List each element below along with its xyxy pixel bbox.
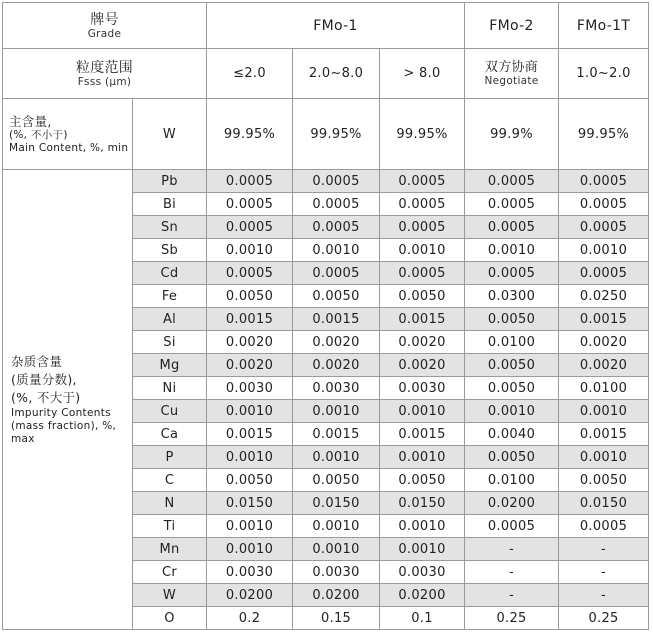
- impurity-value: 0.0005: [465, 515, 559, 538]
- impurity-value: 0.0010: [293, 239, 380, 262]
- impurity-value: 0.0010: [293, 446, 380, 469]
- impurity-value: 0.0005: [559, 216, 649, 239]
- impurity-value: 0.0015: [207, 308, 293, 331]
- impurity-value: 0.0100: [465, 469, 559, 492]
- negotiate-cn: 双方协商: [484, 60, 539, 75]
- impurity-value: 0.15: [293, 607, 380, 630]
- impurity-value: 0.0030: [380, 377, 465, 400]
- main-label-cn: 主含量,: [9, 113, 52, 129]
- impurity-value: 0.0005: [293, 170, 380, 193]
- impurity-value: 0.0010: [207, 400, 293, 423]
- impurity-value: -: [465, 561, 559, 584]
- impurity-value: 0.0250: [559, 285, 649, 308]
- size-negotiate-cell: [465, 49, 559, 99]
- impurity-value: 0.25: [559, 607, 649, 630]
- main-content-label: [3, 99, 133, 170]
- impurity-label-en3: max: [11, 433, 35, 445]
- impurity-value: 0.0020: [207, 354, 293, 377]
- impurity-value: 0.0020: [559, 331, 649, 354]
- impurity-value: 0.0005: [293, 193, 380, 216]
- impurity-value: 0.0010: [207, 239, 293, 262]
- grade-fmo-2: FMo-2: [465, 3, 559, 49]
- impurity-value: 0.0010: [380, 515, 465, 538]
- impurity-value: 0.0150: [559, 492, 649, 515]
- impurity-value: 0.0010: [465, 239, 559, 262]
- impurity-value: 0.1: [380, 607, 465, 630]
- impurity-value: 0.0050: [465, 446, 559, 469]
- element-symbol: Al: [133, 308, 207, 331]
- impurity-value: 0.0030: [207, 561, 293, 584]
- impurity-value: 0.0005: [559, 193, 649, 216]
- impurity-label-en1: Impurity Contents: [11, 407, 111, 419]
- impurity-value: 0.0050: [207, 469, 293, 492]
- element-symbol: Cd: [133, 262, 207, 285]
- impurity-value: 0.0010: [207, 446, 293, 469]
- impurity-value: 0.0200: [465, 492, 559, 515]
- specification-table: [2, 2, 649, 630]
- element-symbol: O: [133, 607, 207, 630]
- grade-fmo-1t: FMo-1T: [559, 3, 649, 49]
- main-value: 99.95%: [559, 99, 649, 170]
- impurity-value: -: [465, 584, 559, 607]
- impurity-label-cn2: (质量分数),: [11, 372, 77, 387]
- impurity-value: 0.0200: [293, 584, 380, 607]
- impurity-value: 0.0050: [380, 285, 465, 308]
- impurity-value: 0.0005: [465, 170, 559, 193]
- size-label-en: Fsss (μm): [77, 75, 132, 88]
- impurity-value: 0.0015: [559, 308, 649, 331]
- impurity-value: 0.0010: [207, 538, 293, 561]
- impurity-value: 0.0050: [380, 469, 465, 492]
- element-symbol: Mn: [133, 538, 207, 561]
- element-symbol: Bi: [133, 193, 207, 216]
- impurity-value: 0.0010: [559, 400, 649, 423]
- impurity-value: 0.0050: [293, 469, 380, 492]
- impurity-value: 0.0005: [559, 262, 649, 285]
- impurity-value: 0.0020: [380, 331, 465, 354]
- impurity-value: 0.0050: [465, 354, 559, 377]
- impurity-value: 0.0200: [380, 584, 465, 607]
- negotiate-en: Negotiate: [484, 75, 539, 87]
- element-symbol: Mg: [133, 354, 207, 377]
- impurity-value: 0.0010: [559, 239, 649, 262]
- impurity-value: 0.25: [465, 607, 559, 630]
- impurity-value: 0.0005: [559, 170, 649, 193]
- element-symbol: Si: [133, 331, 207, 354]
- size-header-cell: [3, 49, 207, 99]
- impurity-value: 0.0050: [293, 285, 380, 308]
- main-element: W: [133, 99, 207, 170]
- element-symbol: C: [133, 469, 207, 492]
- impurity-value: 0.0030: [207, 377, 293, 400]
- impurity-value: 0.0005: [207, 193, 293, 216]
- impurity-value: -: [465, 538, 559, 561]
- impurity-value: 0.0050: [465, 377, 559, 400]
- element-symbol: Fe: [133, 285, 207, 308]
- impurity-value: 0.0015: [293, 423, 380, 446]
- grade-fmo-1: FMo-1: [207, 3, 465, 49]
- size-range-2: 2.0~8.0: [293, 49, 380, 99]
- impurity-value: 0.0030: [380, 561, 465, 584]
- impurity-value: 0.0005: [380, 216, 465, 239]
- main-value: 99.95%: [293, 99, 380, 170]
- impurity-value: 0.0050: [465, 308, 559, 331]
- main-label-en: Main Content, %, min: [9, 141, 129, 154]
- element-symbol: Sb: [133, 239, 207, 262]
- impurity-value: 0.0020: [207, 331, 293, 354]
- impurity-value: 0.0005: [380, 170, 465, 193]
- impurity-value: 0.0050: [207, 285, 293, 308]
- element-symbol: W: [133, 584, 207, 607]
- impurity-row: [3, 170, 649, 193]
- impurity-value: 0.0010: [380, 400, 465, 423]
- impurity-value: 0.0005: [380, 262, 465, 285]
- impurity-label-cn3: (%, 不大于): [11, 390, 81, 405]
- size-label-cn: 粒度范围: [75, 59, 134, 76]
- impurity-value: -: [559, 584, 649, 607]
- impurity-value: 0.0010: [559, 446, 649, 469]
- element-symbol: Cr: [133, 561, 207, 584]
- impurity-value: 0.0005: [559, 515, 649, 538]
- impurity-value: 0.0005: [293, 216, 380, 239]
- impurity-value: 0.0005: [207, 262, 293, 285]
- grade-header-row: [3, 3, 649, 49]
- impurity-value: -: [559, 561, 649, 584]
- impurity-value: 0.0010: [465, 400, 559, 423]
- impurity-value: 0.0150: [380, 492, 465, 515]
- impurity-value: 0.0100: [465, 331, 559, 354]
- element-symbol: Sn: [133, 216, 207, 239]
- element-symbol: Ca: [133, 423, 207, 446]
- grade-label-en: Grade: [87, 27, 122, 40]
- impurity-value: 0.0005: [465, 193, 559, 216]
- impurity-value: 0.0005: [465, 262, 559, 285]
- impurity-value: 0.0010: [293, 538, 380, 561]
- impurity-value: 0.0005: [207, 216, 293, 239]
- impurity-value: 0.0010: [380, 446, 465, 469]
- impurity-value: 0.0010: [380, 538, 465, 561]
- impurity-value: 0.0010: [293, 515, 380, 538]
- grade-header-cell: [3, 3, 207, 49]
- impurity-value: 0.0010: [380, 239, 465, 262]
- grade-label-cn: 牌号: [90, 11, 119, 28]
- main-value: 99.95%: [207, 99, 293, 170]
- impurity-value: 0.0150: [207, 492, 293, 515]
- impurity-value: 0.0015: [207, 423, 293, 446]
- element-symbol: N: [133, 492, 207, 515]
- element-symbol: Ti: [133, 515, 207, 538]
- impurity-value: 0.0005: [293, 262, 380, 285]
- impurity-value: 0.0030: [293, 561, 380, 584]
- impurity-value: 0.0100: [559, 377, 649, 400]
- element-symbol: Pb: [133, 170, 207, 193]
- impurity-value: 0.0015: [380, 423, 465, 446]
- impurity-value: 0.0020: [293, 331, 380, 354]
- impurity-value: 0.0005: [465, 216, 559, 239]
- impurity-value: 0.0200: [207, 584, 293, 607]
- impurity-value: 0.0040: [465, 423, 559, 446]
- size-range-1t: 1.0~2.0: [559, 49, 649, 99]
- main-value: 99.95%: [380, 99, 465, 170]
- impurity-value: 0.0015: [293, 308, 380, 331]
- impurity-value: 0.2: [207, 607, 293, 630]
- impurity-value: 0.0300: [465, 285, 559, 308]
- impurity-value: 0.0050: [559, 469, 649, 492]
- impurity-value: 0.0150: [293, 492, 380, 515]
- main-label-cn2: (%, 不小于): [9, 128, 68, 141]
- element-symbol: P: [133, 446, 207, 469]
- element-symbol: Cu: [133, 400, 207, 423]
- size-range-3: > 8.0: [380, 49, 465, 99]
- size-range-1: ≤2.0: [207, 49, 293, 99]
- impurity-value: 0.0005: [207, 170, 293, 193]
- impurity-value: 0.0020: [380, 354, 465, 377]
- impurity-value: 0.0010: [293, 400, 380, 423]
- impurity-label-en2: (mass fraction), %,: [11, 420, 117, 432]
- main-value: 99.9%: [465, 99, 559, 170]
- main-content-row: [3, 99, 649, 170]
- impurity-value: -: [559, 538, 649, 561]
- element-symbol: Ni: [133, 377, 207, 400]
- impurity-value: 0.0015: [559, 423, 649, 446]
- impurity-value: 0.0020: [559, 354, 649, 377]
- impurity-value: 0.0020: [293, 354, 380, 377]
- impurity-value: 0.0030: [293, 377, 380, 400]
- impurity-value: 0.0015: [380, 308, 465, 331]
- impurity-value: 0.0005: [380, 193, 465, 216]
- size-header-row: [3, 49, 649, 99]
- impurity-label-cn1: 杂质含量: [11, 354, 63, 369]
- impurity-value: 0.0010: [207, 515, 293, 538]
- impurity-label: [3, 170, 133, 630]
